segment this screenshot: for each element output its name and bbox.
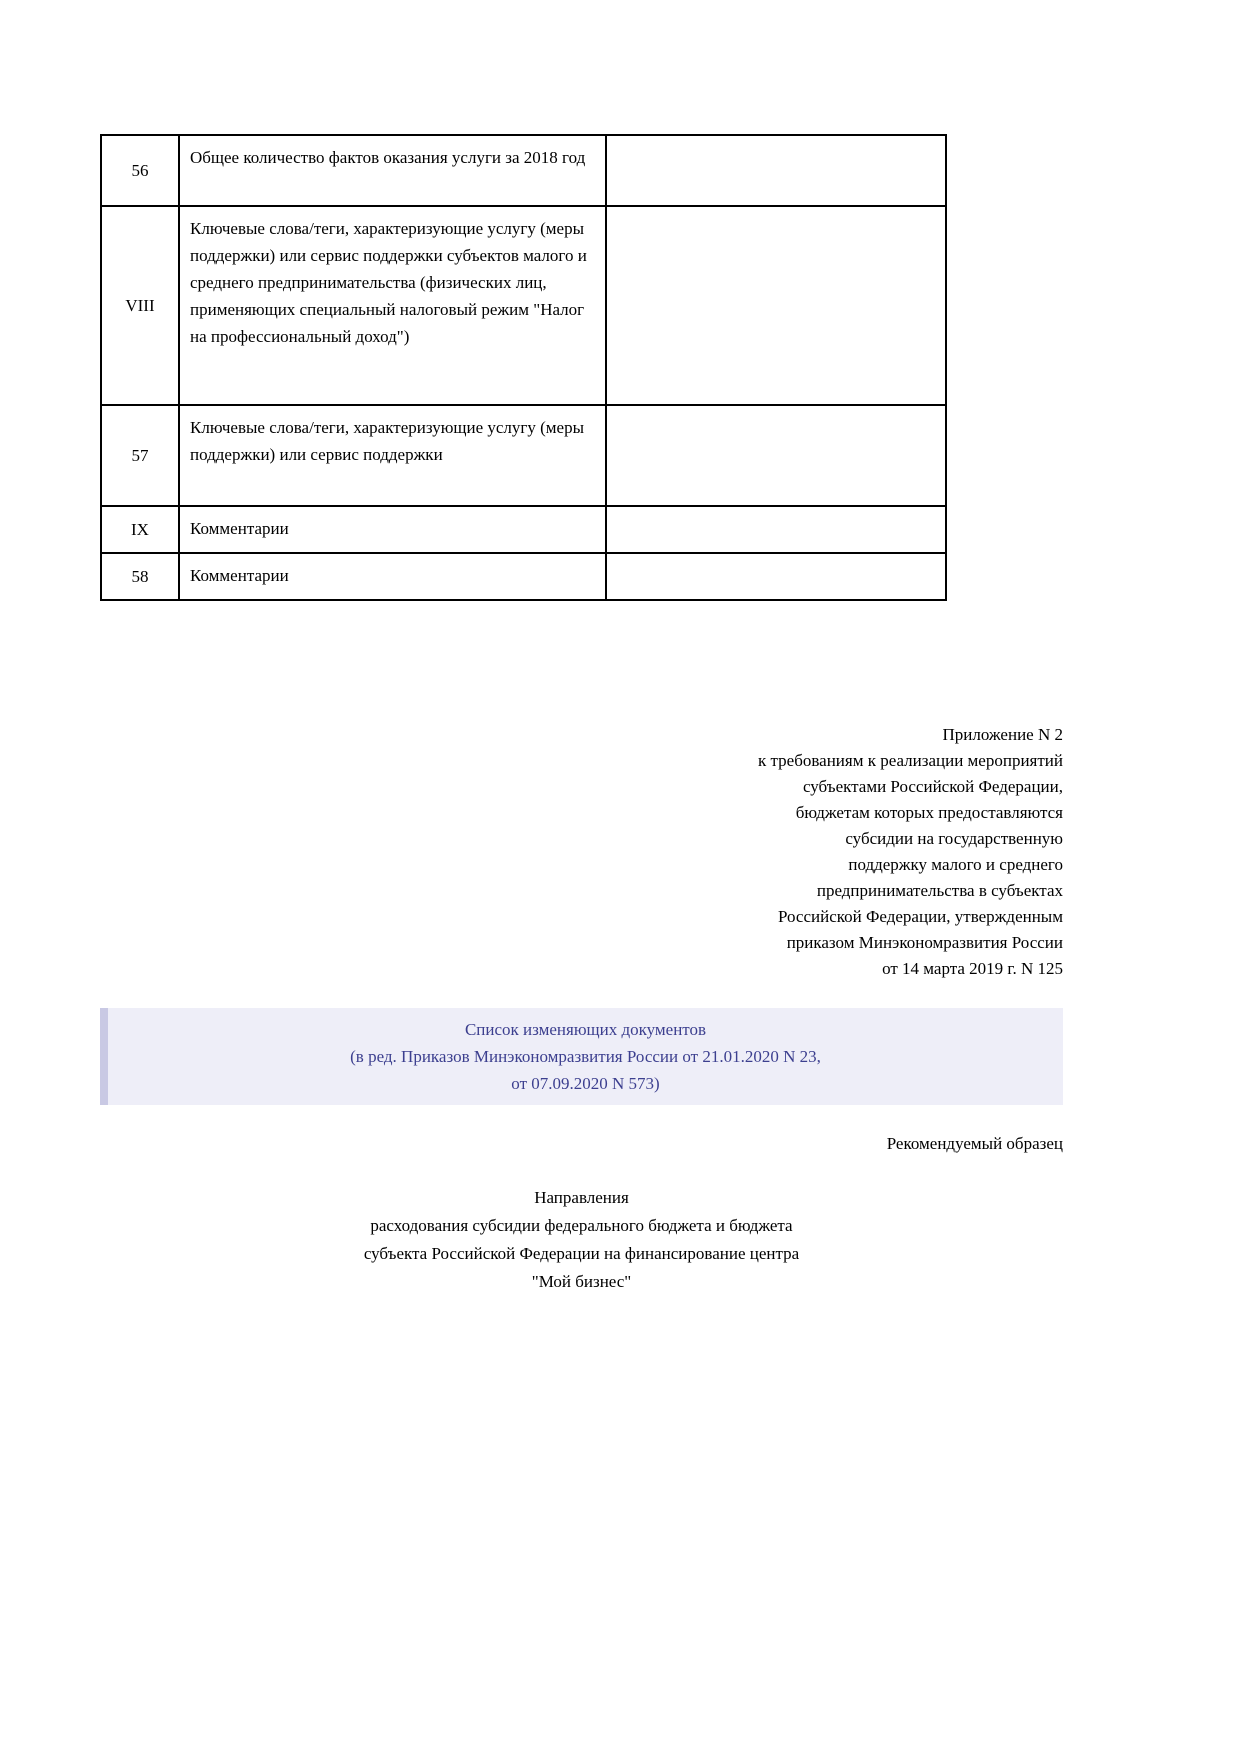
heading-line: субъекта Российской Федерации на финансирование центра — [363, 1244, 800, 1263]
table-row — [101, 206, 946, 405]
row-number: IX — [101, 506, 179, 553]
heading-line: "Мой бизнес" — [531, 1272, 632, 1291]
appendix-line: Российской Федерации, утвержденным — [777, 907, 1063, 926]
appendix-line: от 14 марта 2019 г. N 125 — [882, 959, 1063, 978]
row-label: Ключевые слова/теги, характеризующие услугу (меры поддержки) или сервис поддержки — [179, 405, 606, 506]
row-number: 56 — [101, 135, 179, 206]
appendix-line: Приложение N 2 — [942, 725, 1063, 744]
row-label: Комментарии — [179, 506, 606, 553]
table-row — [101, 553, 946, 600]
row-label: Комментарии — [179, 553, 606, 600]
value-cell — [606, 553, 946, 600]
amendments-line: (в ред. Приказов Минэкономразвития России от 21.01.2020 N 23, — [350, 1047, 821, 1066]
appendix-line: предпринимательства в субъектах — [816, 881, 1063, 900]
heading-line: расходования субсидии федерального бюджета и бюджета — [370, 1216, 793, 1235]
table-row — [101, 135, 946, 206]
table-row — [101, 506, 946, 553]
amendments-block — [100, 1008, 1063, 1105]
appendix-line: бюджетам которых предоставляются — [795, 803, 1063, 822]
amendments-title: Список изменяющих документов — [464, 1020, 707, 1039]
amendments-line: от 07.09.2020 N 573) — [511, 1074, 660, 1093]
row-number: 57 — [101, 405, 179, 506]
value-cell — [606, 135, 946, 206]
table-row — [101, 405, 946, 506]
value-cell — [606, 405, 946, 506]
row-number: 58 — [101, 553, 179, 600]
heading-line: Направления — [534, 1188, 629, 1207]
row-number: VIII — [101, 206, 179, 405]
recommended-sample-note: Рекомендуемый образец — [886, 1134, 1063, 1153]
document-heading — [100, 1184, 1063, 1296]
value-cell — [606, 206, 946, 405]
appendix-line: к требованиям к реализации мероприятий — [758, 751, 1063, 770]
appendix-line: субсидии на государственную — [845, 829, 1063, 848]
appendix-line: приказом Минэкономразвития России — [786, 933, 1063, 952]
appendix-reference-block — [100, 722, 1063, 982]
row-label: Ключевые слова/теги, характеризующие услугу (меры поддержки) или сервис поддержки субъектов малого и среднего предпринимательства (физических лиц, применяющих специальный налоговый режим "Налог на профессиональный доход") — [179, 206, 606, 405]
row-label: Общее количество фактов оказания услуги за 2018 год — [179, 135, 606, 206]
value-cell — [606, 506, 946, 553]
appendix-line: субъектами Российской Федерации, — [802, 777, 1063, 796]
appendix-line: поддержку малого и среднего — [848, 855, 1063, 874]
data-table — [100, 134, 947, 601]
